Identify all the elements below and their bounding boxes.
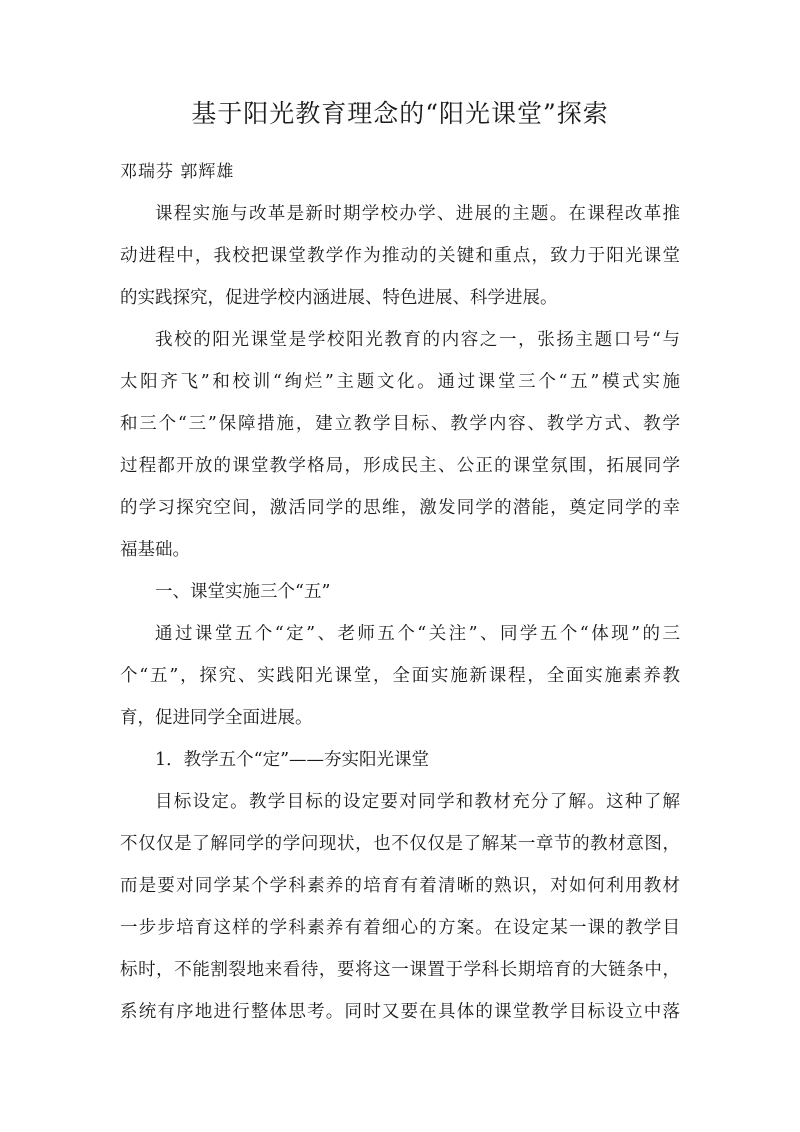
subsection-heading: 1．教学五个“定”——夯实阳光课堂 <box>155 750 430 770</box>
paragraph-line: 系统有序地进行整体思考。同时又要在具体的课堂教学目标设立中落 <box>120 1002 680 1022</box>
paragraph-line: 不仅仅是了解同学的学问现状，也不仅仅是了解某一章节的教材意图， <box>120 834 680 854</box>
paragraph-line: 和三个“三”保障措施，建立教学目标、教学内容、教学方式、教学 <box>120 414 680 434</box>
paragraph-line: 一步步培育这样的学科素养有着细心的方案。在设定某一课的教学目 <box>120 918 680 938</box>
paragraph-line: 而是要对同学某个学科素养的培育有着清晰的熟识，对如何利用教材 <box>120 876 680 896</box>
paragraph-line: 太阳齐飞”和校训“绚烂”主题文化。通过课堂三个“五”模式实施 <box>120 372 680 392</box>
paragraph-line: 课程实施与改革是新时期学校办学、进展的主题。在课程改革推 <box>155 204 680 224</box>
paragraph-line: 的实践探究，促进学校内涵进展、特色进展、科学进展。 <box>120 288 558 308</box>
paragraph-line: 动进程中，我校把课堂教学作为推动的关键和重点，致力于阳光课堂 <box>120 246 680 266</box>
section-heading: 一、课堂实施三个“五” <box>155 582 331 602</box>
paragraph-line: 目标设定。教学目标的设定要对同学和教材充分了解。这种了解 <box>155 792 680 812</box>
paragraph-line: 育，促进同学全面进展。 <box>120 708 313 728</box>
paragraph-line: 福基础。 <box>120 540 190 560</box>
paragraph-line: 的学习探究空间，激活同学的思维，激发同学的潜能，奠定同学的幸 <box>120 498 680 518</box>
paragraph-line: 个“五”，探究、实践阳光课堂，全面实施新课程，全面实施素养教 <box>120 666 680 686</box>
paragraph-line: 标时，不能割裂地来看待，要将这一课置于学科长期培育的大链条中， <box>120 960 680 980</box>
paragraph-line: 我校的阳光课堂是学校阳光教育的内容之一，张扬主题口号“与 <box>155 330 680 350</box>
document-title: 基于阳光教育理念的“阳光课堂”探索 <box>191 99 609 128</box>
document-authors: 邓瑞芬 郭辉雄 <box>120 162 235 182</box>
paragraph-line: 通过课堂五个“定”、老师五个“关注”、同学五个“体现”的三 <box>155 624 680 644</box>
paragraph-line: 过程都开放的课堂教学格局，形成民主、公正的课堂氛围，拓展同学 <box>120 456 680 476</box>
